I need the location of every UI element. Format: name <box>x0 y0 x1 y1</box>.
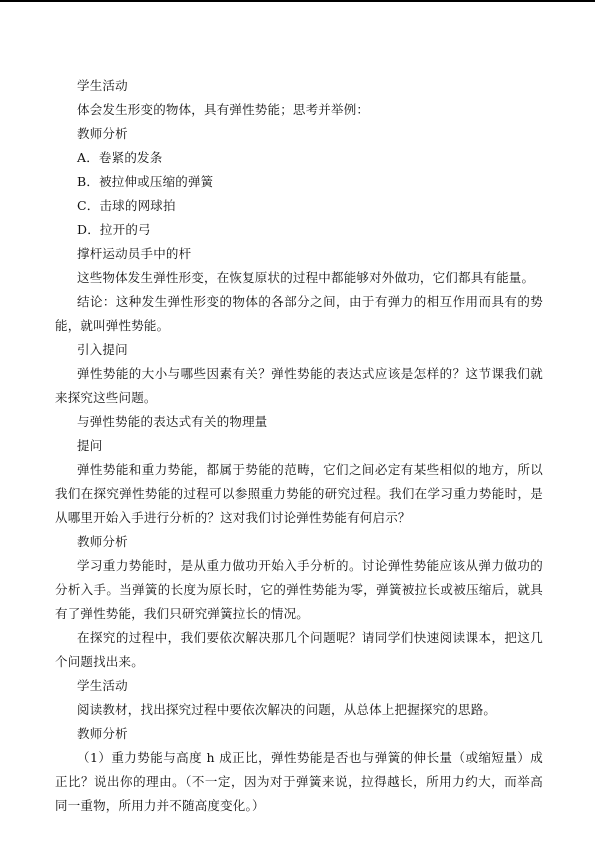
paragraph-factors-question: 弹性势能的大小与哪些因素有关？弹性势能的表达式应该是怎样的？这节课我们就来探究这些问题。 <box>55 366 543 405</box>
paragraph-pole-vault: 撑杆运动员手中的杆 <box>77 246 192 261</box>
paragraph-conclusion: 结论：这种发生弹性形变的物体的各部分之间，由于有弹力的相互作用而具有的势能，就叫弹性势能。 <box>55 294 543 333</box>
paragraph-option-a: A．卷紧的发条 <box>77 150 163 165</box>
document-page <box>55 74 543 818</box>
paragraph-related-quantities: 与弹性势能的表达式有关的物理量 <box>77 414 268 429</box>
page-top-border <box>0 0 595 2</box>
paragraph-option-d: D．拉开的弓 <box>77 222 151 237</box>
paragraph-reading-task: 在探究的过程中，我们要依次解决那几个问题呢？请同学们快速阅读课本，把这几个问题找出来。 <box>55 630 543 669</box>
paragraph-question-label: 提问 <box>77 438 103 453</box>
paragraph-work-analysis: 学习重力势能时，是从重力做功开始入手分析的。讨论弹性势能应该从弹力做功的分析入手。当弹簧的长度为原长时，它的弹性势能为零，弹簧被拉长或被压缩后，就具有了弹性势能，我们只研究弹簧拉长的情况。 <box>55 558 543 621</box>
paragraph-deformation-work: 这些物体发生弹性形变，在恢复原状的过程中都能够对外做功，它们都具有能量。 <box>77 270 535 285</box>
paragraph-proportional-question: （1）重力势能与高度 h 成正比，弹性势能是否也与弹簧的伸长量（或缩短量）成正比？说出你的理由。（不一定，因为对于弹簧来说，拉得越长，所用力约大，而举高同一重物，所用力并不随高度变化。） <box>55 750 543 813</box>
paragraph-option-c: C．击球的网球拍 <box>77 198 176 213</box>
paragraph-teacher-analysis-2: 教师分析 <box>77 534 128 549</box>
paragraph-student-activity-2: 学生活动 <box>77 678 128 693</box>
paragraph-option-b: B．被拉伸或压缩的弹簧 <box>77 174 214 189</box>
paragraph-intro-question: 体会发生形变的物体，具有弹性势能；思考并举例： <box>77 102 370 117</box>
paragraph-gravity-comparison: 弹性势能和重力势能，都属于势能的范畴，它们之间必定有某些相似的地方，所以我们在探究弹性势能的过程可以参照重力势能的研究过程。我们在学习重力势能时，是从哪里开始入手进行分析的？这对我们讨论弹性势能有何启示？ <box>55 462 543 525</box>
paragraph-read-textbook: 阅读教材，找出探究过程中要依次解决的问题，从总体上把握探究的思路。 <box>77 702 497 717</box>
paragraph-intro-ask: 引入提问 <box>77 342 128 357</box>
paragraph-teacher-analysis-3: 教师分析 <box>77 726 128 741</box>
paragraph-student-activity-1: 学生活动 <box>77 78 128 93</box>
paragraph-teacher-analysis-1: 教师分析 <box>77 126 128 141</box>
